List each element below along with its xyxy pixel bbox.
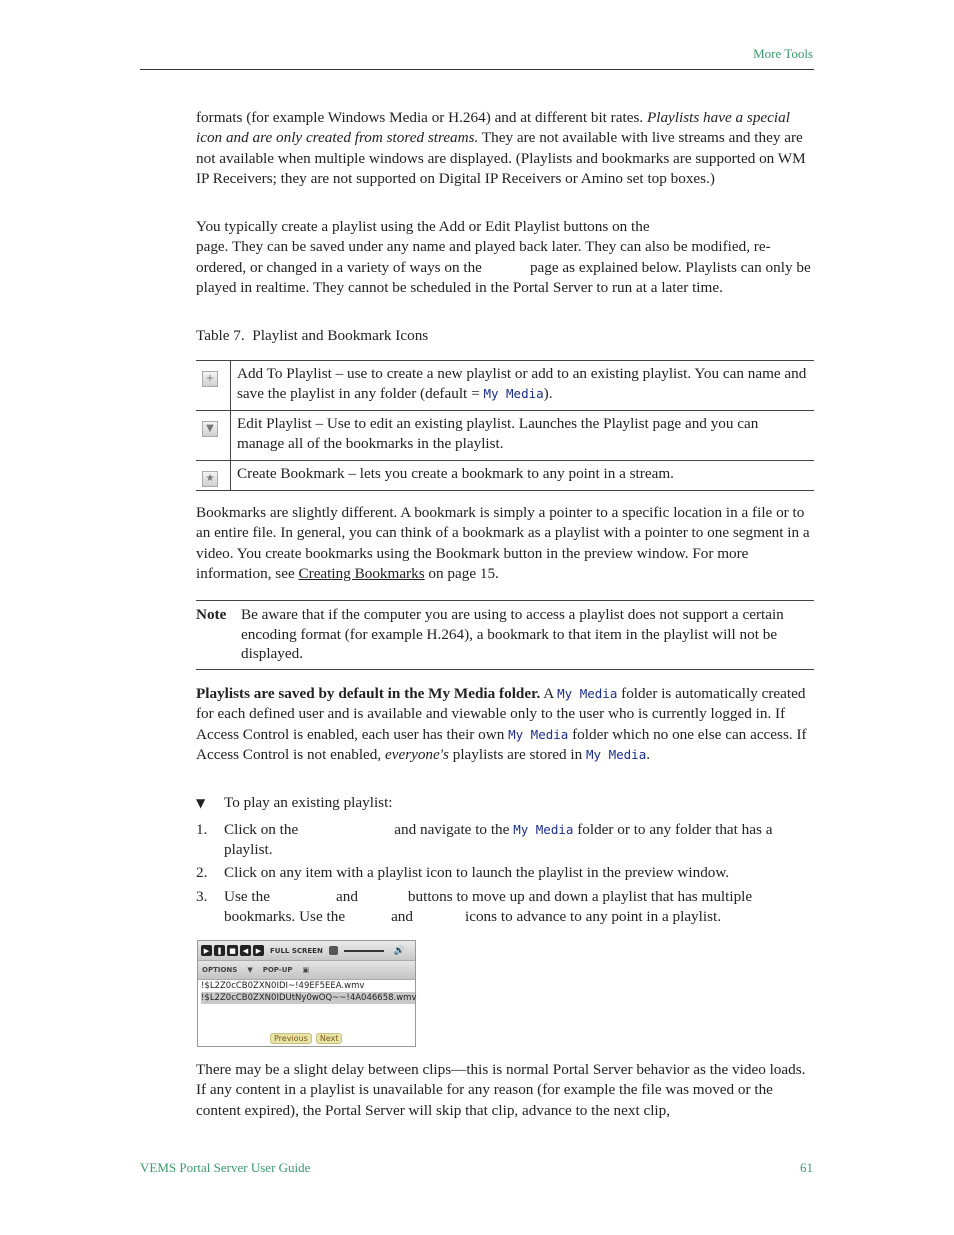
player-toolbar xyxy=(198,941,415,961)
popup-button[interactable]: POP-UP xyxy=(262,966,293,974)
table-row: ▼ Edit Playlist – Use to edit an existing playlist. Launches the Playlist page and you can manage all of the bookmarks in the playlist. xyxy=(196,411,814,461)
step-3: 3. Use the and buttons to move up and down a playlist that has multiple bookmarks. Use the and icons to advance to any point in a playlist. xyxy=(196,888,753,926)
note-box xyxy=(196,600,814,670)
forward-icon[interactable]: ▶ xyxy=(253,945,264,956)
fullscreen-button[interactable]: FULL SCREEN xyxy=(270,946,323,955)
stop-icon[interactable]: ■ xyxy=(227,945,238,956)
header-rule xyxy=(140,69,814,70)
creating-bookmarks-link[interactable]: Creating Bookmarks xyxy=(298,564,425,582)
previous-button[interactable]: Previous xyxy=(270,1033,312,1044)
table-caption: Table 7. Playlist and Bookmark Icons xyxy=(196,327,429,344)
playlist-nav xyxy=(270,1033,342,1044)
speaker-icon[interactable]: 🔊 xyxy=(393,945,406,956)
volume-slider[interactable] xyxy=(344,950,384,952)
note-text: Be aware that if the computer you are using to access a playlist does not support a certain encoding format (for example H.264), a bookmark to that item in the playlist will not be displayed. xyxy=(241,606,784,662)
pause-icon[interactable]: ❚ xyxy=(214,945,225,956)
paragraph-3: Bookmarks are slightly different. A bookmark is simply a pointer to a specific location in a file or to an entire file. In general, you can think of a bookmark as a playlist with a pointer to one segment in a video. You create bookmarks using the Bookmark button in the preview window. For more information, see Creating Bookmarks on page 15. xyxy=(196,504,810,582)
procedure-title: ▼ To play an existing playlist: xyxy=(196,793,814,813)
page-number: 61 xyxy=(800,1160,813,1175)
table-row: ★ Create Bookmark – lets you create a bookmark to any point in a stream. xyxy=(196,461,814,491)
step-1: 1. Click on the and navigate to the My Media folder or to any folder that has a playlist. xyxy=(196,821,773,859)
paragraph-5: There may be a slight delay between clips—this is normal Portal Server behavior as the video loads. If any content in a playlist is unavailable for any reason (for example the file was moved or the content expired), the Portal Server will skip that clip, advance to the next clip, xyxy=(196,1061,806,1119)
play-icon[interactable]: ▶ xyxy=(201,945,212,956)
chevron-down-icon[interactable]: ▼ xyxy=(247,966,253,974)
step-2: 2. Click on any item with a playlist icon to launch the playlist in the preview window. xyxy=(196,864,730,881)
triangle-down-icon: ▼ xyxy=(196,796,206,810)
list-item[interactable]: !$L2Z0cCB0ZXN0IDUtNy0wOQ~~!4A046658.wmv xyxy=(201,993,417,1003)
list-item[interactable]: !$L2Z0cCB0ZXN0IDI~!49EF5EEA.wmv xyxy=(201,981,365,991)
playlist-list xyxy=(198,980,415,1004)
next-button[interactable]: Next xyxy=(316,1033,343,1044)
paragraph-1: formats (for example Windows Media or H.264) and at different bit rates. Playlists have a special icon and are only created from stored streams. They are not available with live streams and they are not available when multiple windows are displayed. (Playlists and bookmarks are supported on WM IP Receivers; they are not supported on Digital IP Receivers or Amino set top boxes.) xyxy=(196,109,806,187)
options-dropdown[interactable]: OPTIONS xyxy=(202,966,238,974)
icons-table xyxy=(196,360,814,491)
popup-icon[interactable]: ▣ xyxy=(302,966,310,974)
snapshot-icon[interactable] xyxy=(329,946,338,955)
paragraph-2: You typically create a playlist using the Add or Edit Playlist buttons on the page. They can be saved under any name and played back later. They can also be modified, re-ordered, or changed in a variety of ways on the page as explained below. Playlists can only be played in realtime. They cannot be scheduled in the Portal Server to run at a later time. xyxy=(196,218,811,296)
preview-player-screenshot xyxy=(197,940,416,1047)
player-options-bar xyxy=(198,961,415,980)
note-label: Note xyxy=(196,606,227,623)
running-header: More Tools xyxy=(753,46,813,61)
plus-icon: + xyxy=(202,371,218,387)
table-row: + Add To Playlist – use to create a new playlist or add to an existing playlist. You can name and save the playlist in any folder (default = My Media). xyxy=(196,361,814,411)
star-icon: ★ xyxy=(202,471,218,487)
rewind-icon[interactable]: ◀ xyxy=(240,945,251,956)
edit-playlist-icon: ▼ xyxy=(202,421,218,437)
paragraph-4: Playlists are saved by default in the My Media folder. A My Media folder is automatically created for each defined user and is available and viewable only to the user who is currently logged in. If Access Control is enabled, each user has their own My Media folder which no one else can access. If Access Control is not enabled, everyone's playlists are stored in My Media. xyxy=(196,685,807,763)
footer-title: VEMS Portal Server User Guide xyxy=(140,1160,311,1175)
